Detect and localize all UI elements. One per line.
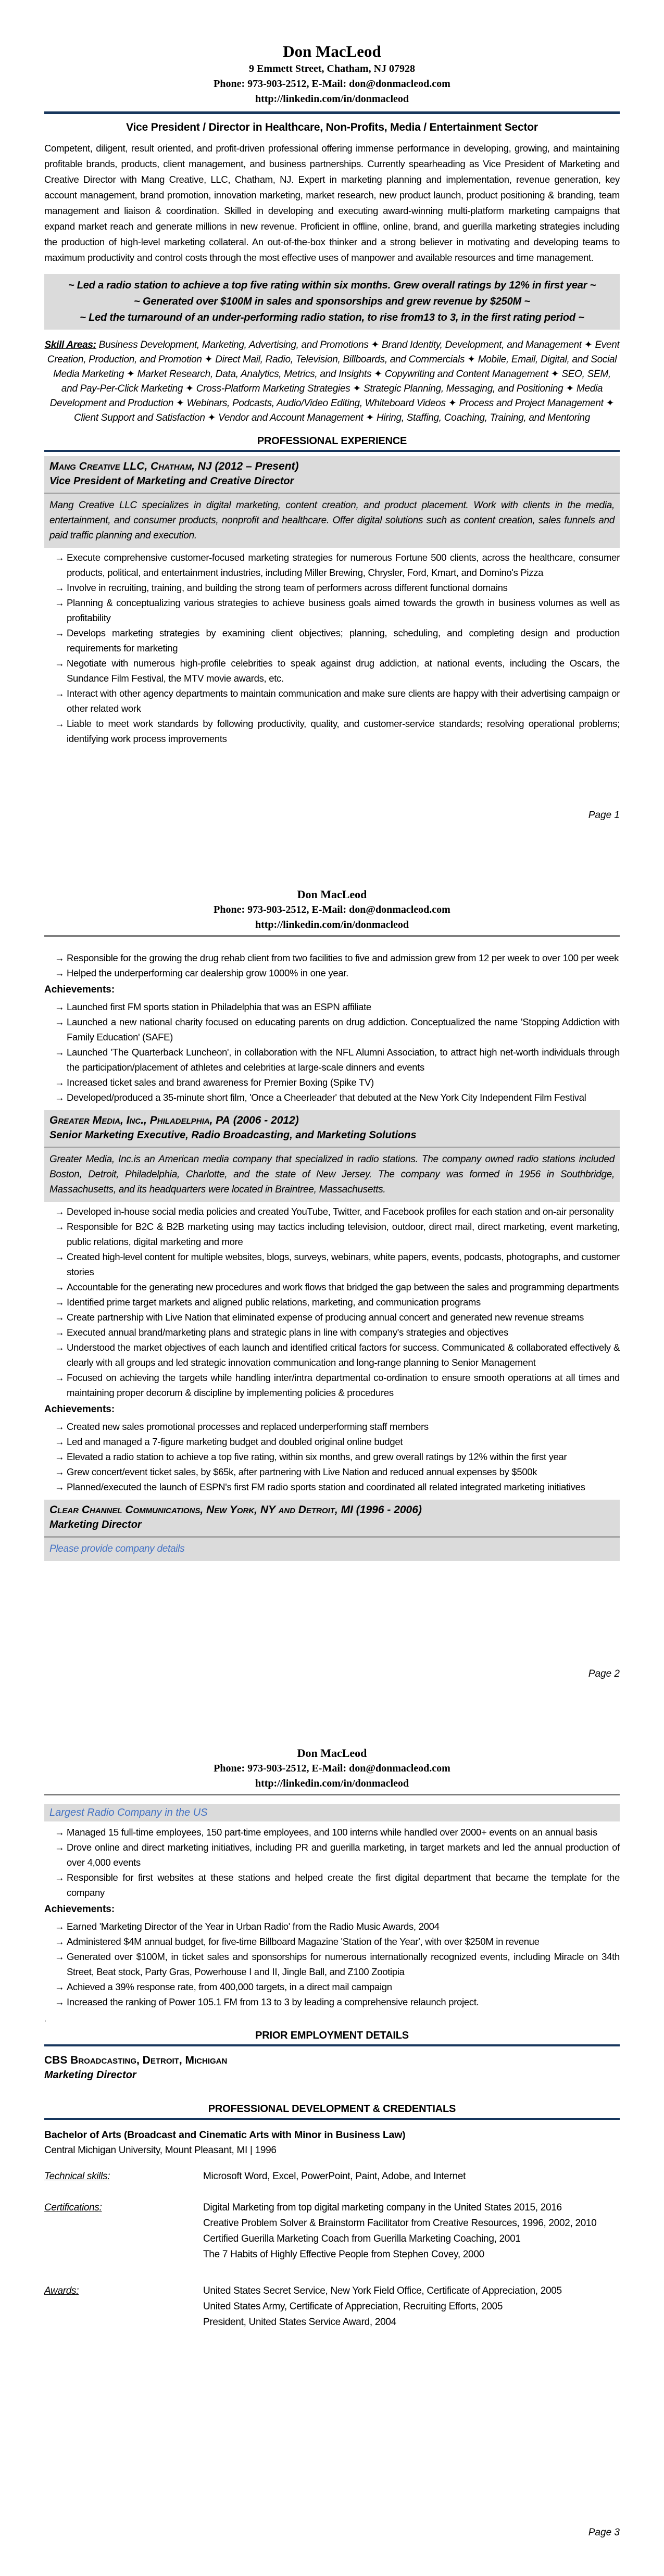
job-company-name: Greater Media, Inc., Philadelphia, PA	[49, 1114, 230, 1126]
achievements-label: Achievements:	[44, 1904, 115, 1915]
credential-value: Certified Guerilla Marketing Coach from Guerilla Marketing Coaching, 2001	[203, 2233, 521, 2244]
school-line: Central Michigan University, Mount Pleasant, MI | 1996	[44, 2145, 277, 2156]
job-dates: (1996 - 2006)	[356, 1504, 422, 1516]
cbs-company-line: CBS Broadcasting, Detroit, Michigan	[44, 2054, 228, 2066]
arrow-bullet-icon: →	[55, 718, 65, 729]
arrow-bullet-icon: →	[55, 1451, 65, 1462]
highlight-line: ~ Led the turnaround of an under-performing radio station, to rise from13 to 3, in the first rating period ~	[80, 312, 584, 323]
section-heading-development: PROFESSIONAL DEVELOPMENT & CREDENTIALS	[208, 2103, 456, 2115]
achievements-list	[44, 999, 620, 1105]
resume-page-2	[0, 859, 664, 1717]
highlight-line: ~ Led a radio station to achieve a top five rating within six months. Grew overall ratings by 12% in first year ~	[68, 280, 596, 291]
bullet-item: → Earned 'Marketing Director of the Year in Urban Radio' from the Radio Music Awards, 2004	[44, 1919, 620, 1934]
page-number: Page 1	[588, 810, 620, 821]
bullet-item: → Grew concert/event ticket sales, by $65k, after partnering with Live Nation and reduced annual expenses by $500k	[44, 1464, 620, 1479]
credential-value: United States Secret Service, New York Field Office, Certificate of Appreciation, 2005	[203, 2285, 562, 2296]
achievements-list	[44, 1419, 620, 1494]
phone-email-line: Phone: 973-903-2512, E-Mail: don@donmacleod.com	[214, 904, 450, 915]
credential-value: Digital Marketing from top digital marketing company in the United States 2015, 2016	[203, 2202, 562, 2213]
company-description: Greater Media, Inc.is an American media company that specialized in radio stations. The company owned radio stations included Boston, Detroit, Philadelphia, Charlotte, and the state of New Jersey. The company was formed in 1956 in Southbridge, Massachusetts, and its headquarters were located in Braintree, Massachusetts.	[44, 1148, 620, 1202]
arrow-bullet-icon: →	[55, 1466, 65, 1477]
arrow-bullet-icon: →	[55, 1372, 65, 1383]
job-bullet-list-continued	[44, 950, 620, 981]
bullet-item: → Generated over $100M, in ticket sales and sponsorships for numerous internationally recognized events, including Miracle on 34th Street, Beat stock, Party Gras, Powerhouse I and II, Jingle Ball, and Z100 Zootipia	[44, 1949, 620, 1979]
job-title: Senior Marketing Executive, Radio Broadcasting, and Marketing Solutions	[49, 1129, 417, 1141]
bullet-item: → Launched 'The Quarterback Luncheon', in collaboration with the NFL Alumni Association, to attract high net-worth individuals through the participation/placement of athletes and celebrities at large-scale dinners and events	[44, 1045, 620, 1075]
arrow-bullet-icon: →	[55, 1842, 65, 1853]
arrow-bullet-icon: →	[55, 1327, 65, 1338]
credential-value: President, United States Service Award, 2004	[203, 2317, 396, 2328]
job-title: Marketing Director	[49, 1519, 142, 1530]
bullet-item: → Increased the ranking of Power 105.1 FM from 13 to 3 by leading a comprehensive relaunch project.	[44, 1994, 620, 2009]
section-heading-experience: PROFESSIONAL EXPERIENCE	[257, 435, 407, 447]
bullet-item: → Led and managed a 7-figure marketing budget and doubled original online budget	[44, 1434, 620, 1449]
credential-values	[203, 2283, 620, 2330]
bullet-item: → Developed in-house social media policies and created YouTube, Twitter, and Facebook profiles for each station and on-air personality	[44, 1204, 620, 1219]
resume-page-3	[0, 1717, 664, 2576]
stray-period: .	[44, 2015, 46, 2023]
job-greater-media	[44, 1110, 620, 1494]
bullet-item: → Involve in recruiting, training, and building the strong team of performers across different functional domains	[44, 580, 620, 595]
credential-value: The 7 Habits of Highly Effective People from Stephen Covey, 2000	[203, 2249, 484, 2260]
arrow-bullet-icon: →	[55, 1001, 65, 1012]
bullet-item: → Increased ticket sales and brand awareness for Premier Boxing (Spike TV)	[44, 1075, 620, 1090]
page-number: Page 3	[588, 2527, 620, 2538]
section-divider	[44, 2044, 620, 2046]
arrow-bullet-icon: →	[55, 1827, 65, 1838]
credential-values	[203, 2200, 620, 2263]
phone-email-line: Phone: 973-903-2512, E-Mail: don@donmacleod.com	[214, 1763, 450, 1774]
job-company-line	[49, 1113, 615, 1128]
bullet-item: → Develops marketing strategies by examining client objectives; planning, scheduling, and completing design and production requirements for marketing	[44, 625, 620, 656]
company-tagline: Largest Radio Company in the US	[44, 1804, 620, 1821]
linkedin-url: http://linkedin.com/in/donmacleod	[255, 93, 409, 105]
linkedin-url: http://linkedin.com/in/donmacleod	[255, 1778, 409, 1789]
bullet-item: → Elevated a radio station to achieve a top five rating, within six months, and grew overall ratings by 12% within the first year	[44, 1449, 620, 1464]
page1-header	[44, 0, 620, 107]
page-number: Page 2	[588, 1668, 620, 1679]
address-line: 9 Emmett Street, Chatham, NJ 07928	[248, 63, 416, 74]
bullet-item: → Helped the underperforming car dealership grow 1000% in one year.	[44, 965, 620, 981]
arrow-bullet-icon: →	[55, 1342, 65, 1353]
achievements-label: Achievements:	[44, 1404, 115, 1415]
bullet-item: → Executed annual brand/marketing plans and strategic plans in line with company's strategies and objectives	[44, 1325, 620, 1340]
credential-label: Technical skills:	[44, 2171, 110, 2182]
bullet-item: → Liable to meet work standards by following productivity, quality, and customer-service standards; resolving operational problems; identifying work process improvements	[44, 716, 620, 746]
job-header	[44, 1500, 620, 1538]
arrow-bullet-icon: →	[55, 1421, 65, 1432]
summary-paragraph: Competent, diligent, result oriented, and profit-driven professional offering immense performance in developing, growing, and maintaining profitable brands, products, client management, and business partnerships. Currently spearheading as Vice President of Marketing and Creative Director with Mang Creative, LLC, Chatham, NJ. Expert in marketing planning and implementation, revenue generation, key account management, brand promotion, innovation marketing, market research, new product launch, product positioning & branding, team management and liaison & coordination. Skilled in developing and executing award-winning multi-platform marketing campaigns that expand market reach and generate millions in new revenue. Proficient in offline, online, brand, and guerilla marketing strategies including the production of high-level marketing collateral. An out-of-the-box thinker and a strong believer in motivating and developing teams to maximum productivity and control costs through the most effective uses of manpower and available resources and time management.	[44, 143, 620, 263]
bullet-item: → Identified prime target markets and aligned public relations, marketing, and communication programs	[44, 1295, 620, 1310]
candidate-name: Don MacLeod	[297, 888, 367, 901]
bullet-item: → Administered $4M annual budget, for five-time Billboard Magazine 'Station of the Year', with over $250M in revenue	[44, 1934, 620, 1949]
arrow-bullet-icon: →	[55, 952, 65, 963]
job-clear-channel	[44, 1500, 620, 1561]
page2-header	[44, 859, 620, 933]
job-bullet-list	[44, 550, 620, 746]
section-heading-prior-employment: PRIOR EMPLOYMENT DETAILS	[255, 2030, 409, 2041]
bullet-item: → Responsible for B2C & B2B marketing using may tactics including television, outdoor, direct mail, direct marketing, event marketing, public relations, digital marketing and more	[44, 1219, 620, 1249]
job-mang-creative	[44, 456, 620, 746]
arrow-bullet-icon: →	[55, 582, 65, 593]
bullet-item: → Planned/executed the launch of ESPN's first FM radio sports station and coordinated all related integrated marketing initiatives	[44, 1479, 620, 1494]
section-divider	[44, 2118, 620, 2120]
credential-values	[203, 2169, 620, 2184]
arrow-bullet-icon: →	[55, 1077, 65, 1088]
skill-areas	[44, 338, 620, 425]
bullet-item: → Create partnership with Live Nation that eliminated expense of producing annual concert and generated new revenue streams	[44, 1310, 620, 1325]
arrow-bullet-icon: →	[55, 1481, 65, 1492]
job-company-line	[49, 459, 615, 474]
arrow-bullet-icon: →	[55, 597, 65, 608]
highlight-line: ~ Generated over $100M in sales and sponsorships and grew revenue by $250M ~	[134, 296, 530, 307]
arrow-bullet-icon: →	[55, 627, 65, 638]
bullet-item: → Created high-level content for multiple websites, blogs, surveys, webinars, white papers, events, podcasts, photographs, and customer stories	[44, 1249, 620, 1279]
candidate-name: Don MacLeod	[283, 42, 381, 60]
credential-label: Awards:	[44, 2285, 79, 2296]
arrow-bullet-icon: →	[55, 1251, 65, 1262]
credential-row-awards	[44, 2283, 620, 2330]
bullet-item: → Responsible for the growing the drug rehab client from two facilities to five and admission grew from 12 per week to over 100 per week	[44, 950, 620, 965]
company-description: Mang Creative LLC specializes in digital marketing, content creation, and product placement. Work with clients in the media, entertainment, and consumer products, nonprofit and healthcare. Offer digital solutions such as content creation, sales funnels and paid traffic planning and execution.	[44, 494, 620, 548]
job-bullet-list	[44, 1204, 620, 1400]
job-dates: (2012 – Present)	[215, 460, 299, 472]
header-divider	[44, 935, 620, 937]
arrow-bullet-icon: →	[55, 1436, 65, 1447]
candidate-name: Don MacLeod	[297, 1746, 367, 1760]
arrow-bullet-icon: →	[55, 1996, 65, 2007]
arrow-bullet-icon: →	[55, 1281, 65, 1292]
credential-row-certifications	[44, 2200, 620, 2263]
credential-label: Certifications:	[44, 2202, 102, 2213]
bullet-item: → Understood the market objectives of each launch and identified critical factors for success. Communicated & collaborated effectively & clearly with all groups and led strategic innovation communication and long-range planning to Senior Management	[44, 1340, 620, 1370]
bullet-item: → Execute comprehensive customer-focused marketing strategies for numerous Fortune 500 clients, across the healthcare, consumer products, political, and entertainment industries, including Miller Brewing, Chrysler, Ford, Kmart, and Domino's Pizza	[44, 550, 620, 580]
achievements-label: Achievements:	[44, 984, 115, 995]
resume-page-1	[0, 0, 664, 859]
arrow-bullet-icon: →	[55, 1872, 65, 1883]
arrow-bullet-icon: →	[55, 1981, 65, 1992]
job-company-name: Clear Channel Communications, New York, NY and Detroit, MI	[49, 1504, 353, 1516]
arrow-bullet-icon: →	[55, 1921, 65, 1932]
bullet-item: → Accountable for the generating new procedures and work flows that bridged the gap between the sales and programming departments	[44, 1279, 620, 1295]
arrow-bullet-icon: →	[55, 1092, 65, 1103]
credential-value: Microsoft Word, Excel, PowerPoint, Paint, Adobe, and Internet	[203, 2171, 466, 2182]
job-header	[44, 456, 620, 494]
company-description-placeholder: Please provide company details	[44, 1538, 620, 1561]
arrow-bullet-icon: →	[55, 1016, 65, 1027]
arrow-bullet-icon: →	[55, 1297, 65, 1308]
job-header	[44, 1110, 620, 1148]
linkedin-url: http://linkedin.com/in/donmacleod	[255, 919, 409, 931]
arrow-bullet-icon: →	[55, 1221, 65, 1232]
job-dates: (2006 - 2012)	[233, 1114, 299, 1126]
bullet-item: → Managed 15 full-time employees, 150 part-time employees, and 100 interns while handled over 2000+ events on an annual basis	[44, 1825, 620, 1840]
job-title: Vice President of Marketing and Creative Director	[49, 475, 294, 487]
arrow-bullet-icon: →	[55, 1206, 65, 1217]
bullet-item: → Launched a new national charity focused on educating parents on drug addiction. Conceptualized the name 'Stopping Addiction with Family Education' (SAFE)	[44, 1014, 620, 1045]
job-company-name: Mang Creative LLC, Chatham, NJ	[49, 460, 212, 472]
phone-email-line: Phone: 973-903-2512, E-Mail: don@donmacleod.com	[214, 78, 450, 90]
bullet-item: → Focused on achieving the targets while handling inter/intra departmental co-ordination to ensure smooth operations at all times and maintaining proper decorum & discipline by implementing policies & procedures	[44, 1370, 620, 1400]
arrow-bullet-icon: →	[55, 658, 65, 669]
bullet-item: → Achieved a 39% response rate, from 400,000 targets, in a direct mail campaign	[44, 1979, 620, 1994]
job-company-line	[49, 1502, 615, 1517]
credential-row-technical	[44, 2169, 620, 2184]
header-divider	[44, 1794, 620, 1795]
bullet-item: → Negotiate with numerous high-profile celebrities to speak against drug addiction, at national events, including the Oscars, the Sundance Film Festival, the MTV movie awards, etc.	[44, 656, 620, 686]
skill-areas-text: Business Development, Marketing, Advertising, and Promotions ✦ Brand Identity, Development, and Management ✦ Event Creation, Production, and Promotion ✦ Direct Mail, Radio, Television, Billboards, and Commercials ✦ Mobile, Email, Digital, and Social Media Marketing ✦ Market Research, Data, Analytics, Metrics, and Insights ✦ Copywriting and Content Management ✦ SEO, SEM, and Pay-Per-Click Marketing ✦ Cross-Platform Marketing Strategies ✦ Strategic Planning, Messaging, and Positioning ✦ Media Development and Production ✦ Webinars, Podcasts, Audio/Video Editing, Whiteboard Videos ✦ Process and Project Management ✦ Client Support and Satisfaction ✦ Vendor and Account Management ✦ Hiring, Staffing, Coaching, Training, and Mentoring	[47, 340, 620, 423]
bullet-item: → Developed/produced a 35-minute short film, 'Once a Cheerleader' that debuted at the New York City Independent Film Festival	[44, 1090, 620, 1105]
page3-header	[44, 1717, 620, 1791]
degree-line: Bachelor of Arts (Broadcast and Cinematic Arts with Minor in Business Law)	[44, 2129, 406, 2141]
arrow-bullet-icon: →	[55, 552, 65, 563]
credential-value: United States Army, Certificate of Appreciation, Recruiting Efforts, 2005	[203, 2301, 503, 2312]
arrow-bullet-icon: →	[55, 1936, 65, 1947]
bullet-item: → Responsible for first websites at these stations and helped create the first digital department that became the template for the company	[44, 1870, 620, 1900]
credential-value: Creative Problem Solver & Brainstorm Facilitator from Creative Resources, 1996, 2002, 2010	[203, 2218, 597, 2229]
section-divider	[44, 450, 620, 452]
arrow-bullet-icon: →	[55, 688, 65, 699]
bullet-item: → Drove online and direct marketing initiatives, including PR and guerilla marketing, in target markets and led the annual production of over 4,000 events	[44, 1840, 620, 1870]
job-bullet-list	[44, 1825, 620, 1900]
arrow-bullet-icon: →	[55, 967, 65, 978]
arrow-bullet-icon: →	[55, 1047, 65, 1058]
bullet-item: → Launched first FM sports station in Philadelphia that was an ESPN affiliate	[44, 999, 620, 1014]
skill-areas-label: Skill Areas:	[44, 340, 96, 350]
bullet-item: → Interact with other agency departments to maintain communication and make sure clients are happy with their advertising campaign or other related work	[44, 686, 620, 716]
arrow-bullet-icon: →	[55, 1951, 65, 1962]
header-divider	[44, 111, 620, 114]
arrow-bullet-icon: →	[55, 1312, 65, 1323]
cbs-job-title: Marketing Director	[44, 2069, 136, 2081]
highlights-block	[44, 274, 620, 330]
headline: Vice President / Director in Healthcare, Non-Profits, Media / Entertainment Sector	[126, 121, 538, 133]
achievements-list	[44, 1919, 620, 2009]
bullet-item: → Planning & conceptualizing various strategies to achieve business goals aimed towards the growth in business volumes as well as profitability	[44, 595, 620, 625]
bullet-item: → Created new sales promotional processes and replaced underperforming staff members	[44, 1419, 620, 1434]
